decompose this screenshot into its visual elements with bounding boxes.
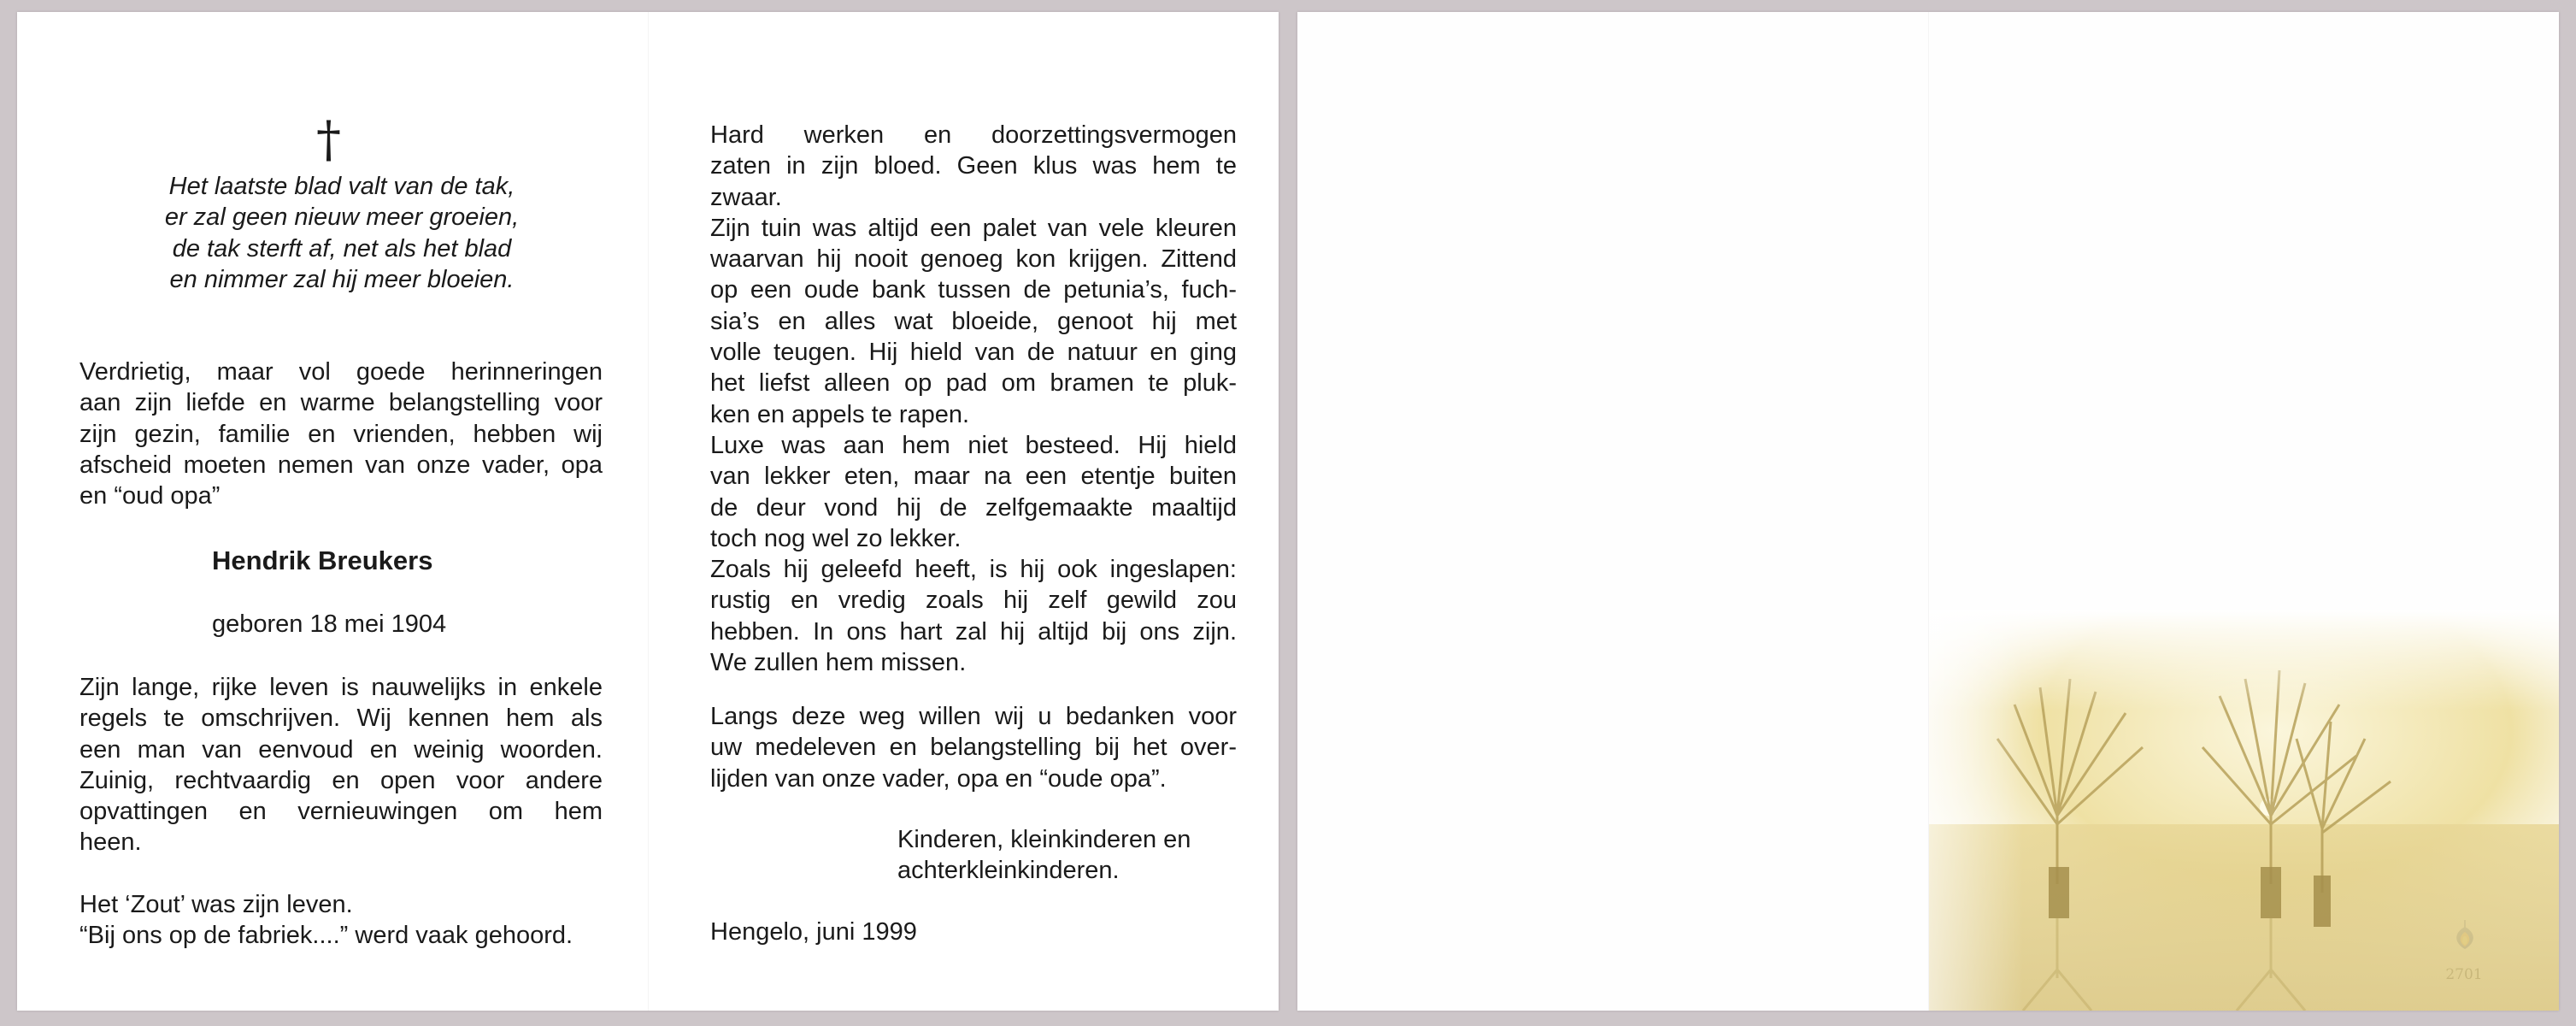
- text-line: opvattingen en vernieuwingen om hem: [79, 798, 603, 826]
- card-inside-spread: [17, 12, 1279, 1011]
- poem: [103, 171, 581, 295]
- text-line: lijden van onze vader, opa en “oude opa”.: [710, 764, 1167, 793]
- life-paragraph: [79, 672, 603, 858]
- text-line: Verdrietig, maar vol goede herinneringen: [79, 358, 603, 386]
- poem-line: Het laatste blad valt van de tak,: [168, 173, 515, 200]
- text-line: Luxe was aan hem niet besteed. Hij hield: [710, 431, 1237, 459]
- place-date: Hengelo, juni 1999: [710, 918, 917, 946]
- cross-icon: †: [316, 110, 341, 168]
- text-line: Kinderen, kleinkinderen en: [897, 826, 1191, 853]
- life-story-paragraph: [710, 120, 1237, 678]
- text-line: rustig en vredig zoals hij zelf gewild zou: [710, 587, 1237, 615]
- fold-line: [648, 12, 649, 1011]
- signature: [897, 824, 1239, 887]
- intro-paragraph: [79, 357, 603, 511]
- text-line: uw medeleven en belangstelling bij het over-: [710, 734, 1237, 762]
- text-line: Zoals hij geleefd heeft, is hij ook ingeslapen:: [710, 556, 1237, 584]
- text-line: hebben. In ons hart zal hij altijd bij ons zijn.: [710, 617, 1237, 646]
- poem-line: de tak sterft af, net als het blad: [172, 234, 512, 262]
- text-line: het liefst alleen op pad om bramen te pluk-: [710, 369, 1237, 398]
- text-line: sia’s en alles wat bloeide, genoot hij met: [710, 307, 1237, 335]
- text-line: op een oude bank tussen de petunia’s, fuch-: [710, 276, 1237, 304]
- text-line: zwaar.: [710, 183, 782, 211]
- text-line: de deur vond hij de zelfgemaakte maaltijd: [710, 493, 1237, 522]
- text-line: Zijn tuin was altijd een palet van vele kleuren: [710, 214, 1237, 242]
- poem-line: er zal geen nieuw meer groeien,: [164, 203, 520, 232]
- text-line: regels te omschrijven. Wij kennen hem als: [79, 705, 603, 733]
- text-line: We zullen hem missen.: [710, 649, 967, 677]
- zout-paragraph: [79, 889, 626, 952]
- text-line: toch nog wel zo lekker.: [710, 524, 962, 552]
- willow-landscape-image: [1929, 610, 2559, 1011]
- text-line: zijn gezin, familie en vrienden, hebben wij: [79, 420, 603, 448]
- text-line: aan zijn liefde en warme belangstelling voor: [79, 389, 603, 417]
- text-line: Langs deze weg willen wij u bedanken voor: [710, 703, 1237, 730]
- text-line: Hard werken en doorzettingsvermogen: [710, 121, 1237, 149]
- text-line: Zuinig, rechtvaardig en open voor andere: [79, 766, 603, 794]
- text-line: waarvan hij nooit genoeg kon krijgen. Zittend: [710, 245, 1237, 274]
- text-line: heen.: [79, 828, 142, 857]
- text-line: een man van eenvoud en weinig woorden.: [79, 735, 603, 764]
- text-line: volle teugen. Hij hield van de natuur en ging: [710, 339, 1237, 367]
- deceased-name: Hendrik Breukers: [212, 545, 433, 575]
- text-line: en “oud opa”: [79, 482, 221, 510]
- text-line: “Bij ons op de fabriek....” werd vaak gehoord.: [79, 922, 573, 950]
- poem-line: en nimmer zal hij meer bloeien.: [169, 265, 515, 293]
- card-outside-spread: [1297, 12, 2559, 1011]
- birth-date: geboren 18 mei 1904: [212, 610, 447, 638]
- text-line: Het ‘Zout’ was zijn leven.: [79, 891, 353, 918]
- thanks-paragraph: [710, 701, 1237, 794]
- text-line: achterkleinkinderen.: [897, 857, 1120, 885]
- text-line: afscheid moeten nemen van onze vader, opa: [79, 451, 603, 479]
- text-line: van lekker eten, maar na een etentje buiten: [710, 463, 1237, 491]
- text-line: zaten in zijn bloed. Geen klus was hem te: [710, 152, 1237, 180]
- text-line: ken en appels te rapen.: [710, 400, 970, 428]
- text-line: Zijn lange, rijke leven is nauwelijks in enkele: [79, 674, 603, 701]
